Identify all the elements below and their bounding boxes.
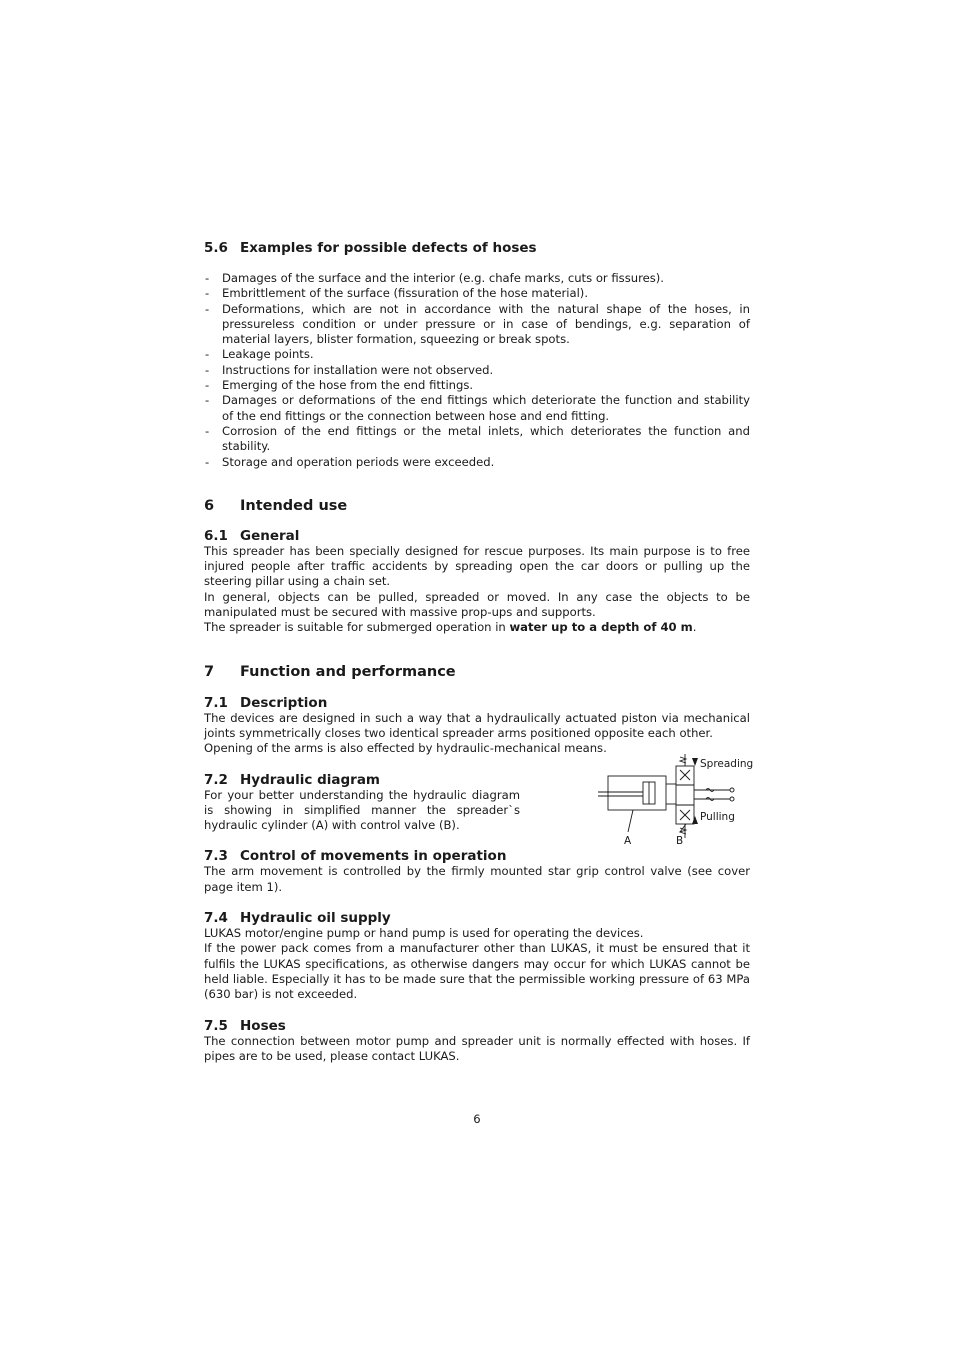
paragraph: The arm movement is controlled by the firmly mounted star grip control valve (see cover page item 1). (204, 864, 750, 894)
list-item: - Deformations, which are not in accordance with the natural shape of the hoses, in pressureless condition or under pressure or in case of bendings, e.g. separation of material layers, blister formation, squeezing or break spots. (204, 302, 750, 348)
heading-7-4: 7.4 Hydraulic oil supply (204, 910, 391, 927)
arrow-down-icon (692, 758, 698, 766)
spreading-label: Spreading (700, 757, 754, 770)
list-item: - Instructions for installation were not observed. (204, 363, 750, 378)
port-connector (730, 788, 734, 792)
paragraph: For your better understanding the hydraulic diagram is showing in simplified manner the spreader`s hydraulic cylinder (A) with control valve (B). (204, 787, 520, 833)
hydraulic-section (204, 757, 754, 846)
list-item: - Leakage points. (204, 347, 750, 362)
heading-7-2: 7.2 Hydraulic diagram (204, 771, 380, 788)
heading-7-3: 7.3 Control of movements in operation (204, 848, 507, 865)
label-a: A (624, 834, 632, 846)
paragraph: The spreader is suitable for submerged operation in water up to a depth of 40 m. (204, 620, 697, 635)
page-content (204, 240, 754, 1064)
paragraph: The connection between motor pump and spreader unit is normally effected with hoses. If pipes are to be used, please contact LUKAS. (204, 1033, 750, 1063)
paragraph: If the power pack comes from a manufacturer other than LUKAS, it must be ensured that it fulfils the LUKAS specifications, as otherwise dangers may occur for which LUKAS cannot be held liable. Especially it has to be made sure that the permissible working pressure of 63 MPa (630 bar) is not exceeded. (204, 941, 750, 1002)
defects-list (204, 271, 750, 470)
heading-6: 6 Intended use (204, 497, 348, 514)
paragraph: The devices are designed in such a way that a hydraulically actuated piston via mechanical joints symmetrically closes two identical spreader arms positioned opposite each other. (204, 710, 750, 740)
list-item: - Damages or deformations of the end fittings which deteriorate the function and stability of the end fittings or the connection between hose and end fitting. (204, 393, 750, 424)
leader-a (628, 810, 633, 832)
paragraph: This spreader has been specially designed for rescue purposes. Its main purpose is to free injured people after traffic accidents by spreading open the car doors or pulling up the steering pillar using a chain set. (204, 543, 750, 589)
port-connector (730, 797, 734, 801)
heading-7: 7 Function and performance (204, 663, 456, 680)
arrow-up-icon (692, 816, 698, 824)
paragraph: Opening of the arms is also effected by hydraulic-mechanical means. (204, 741, 607, 756)
list-item: - Damages of the surface and the interior (e.g. chafe marks, cuts or fissures). (204, 271, 750, 286)
heading-7-1: 7.1 Description (204, 694, 328, 711)
list-item: - Emerging of the hose from the end fittings. (204, 378, 750, 393)
hydraulic-diagram (598, 754, 758, 846)
depth-emphasis: water up to a depth of 40 m (509, 620, 693, 635)
list-item: - Embrittlement of the surface (fissuration of the hose material). (204, 286, 750, 301)
list-item: - Storage and operation periods were exceeded. (204, 455, 750, 470)
heading-6-1: 6.1 General (204, 527, 300, 544)
list-item: - Corrosion of the end fittings or the metal inlets, which deteriorates the function and stability. (204, 424, 750, 455)
heading-7-5: 7.5 Hoses (204, 1017, 286, 1034)
label-b: B (676, 834, 684, 846)
paragraph: LUKAS motor/engine pump or hand pump is used for operating the devices. (204, 926, 644, 941)
pulling-label: Pulling (700, 810, 735, 823)
page-number: 6 (473, 1112, 481, 1126)
heading-5-6: 5.6 Examples for possible defects of hoses (204, 240, 537, 256)
cylinder-body (608, 776, 666, 810)
paragraph: In general, objects can be pulled, spreaded or moved. In any case the objects to be manipulated must be secured with massive prop-ups and supports. (204, 589, 750, 620)
